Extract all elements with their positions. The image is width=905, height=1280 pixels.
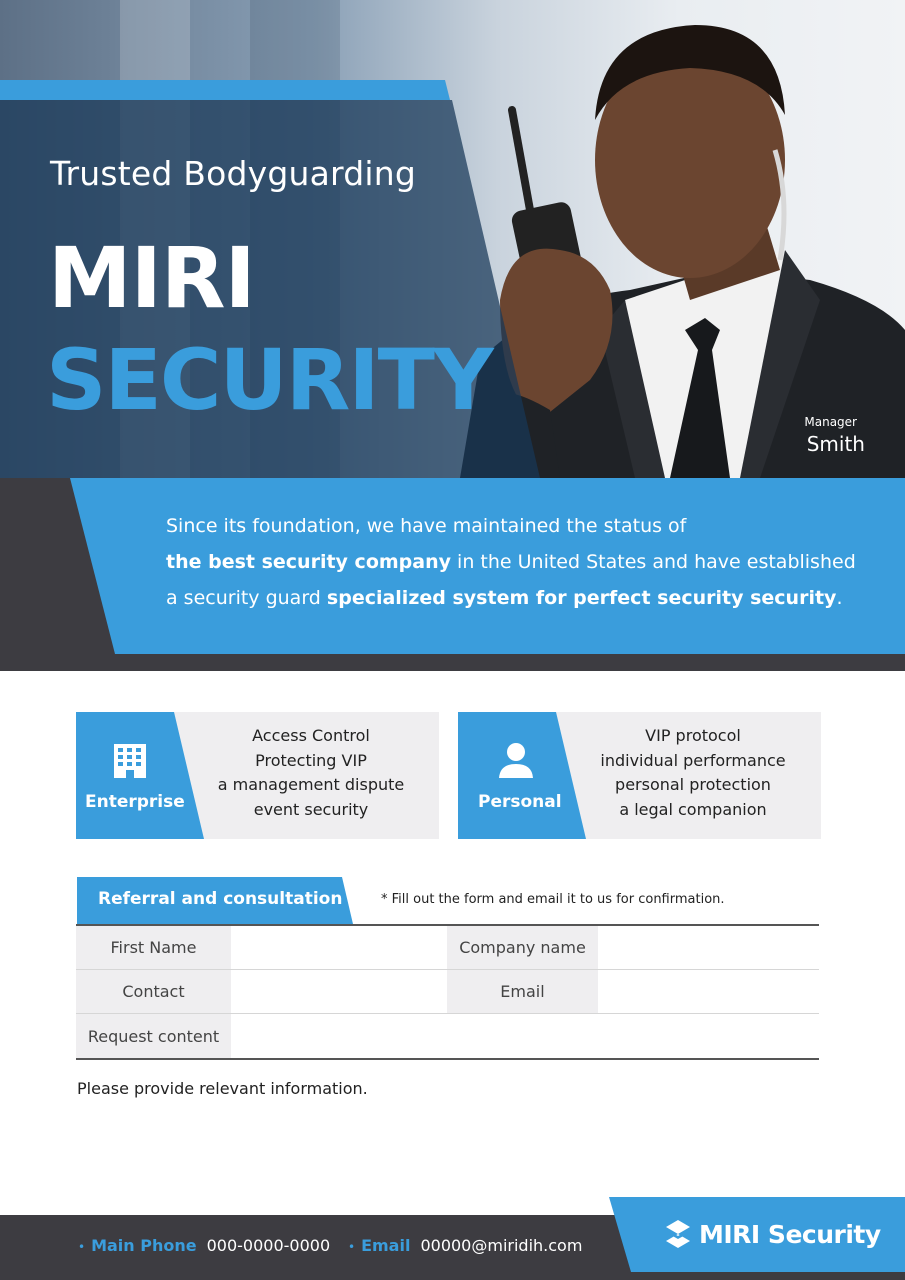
company-name-field[interactable] (598, 926, 819, 969)
intro-line-3 (166, 580, 866, 616)
footer-phone (78, 1236, 330, 1255)
company-name-label: Company name (447, 926, 598, 969)
building-icon (110, 740, 150, 780)
form-row (76, 970, 819, 1014)
intro-line-3-end: . (836, 587, 843, 609)
manager-role: Manager (804, 415, 857, 429)
email-label: Email (361, 1236, 411, 1255)
contact-label: Contact (76, 970, 231, 1013)
request-content-label: Request content (76, 1014, 231, 1058)
form-note: * Fill out the form and email it to us for confirmation. (381, 892, 725, 907)
accent-strip (0, 80, 450, 100)
service-items (593, 724, 793, 822)
service-item: Access Control (252, 726, 370, 745)
intro-text (166, 508, 866, 616)
service-item: personal protection (615, 775, 771, 794)
title-line-1: MIRI (48, 229, 255, 327)
service-item: event security (253, 799, 369, 819)
intro-line-1: Since its foundation, we have maintained the status of (166, 515, 687, 537)
shield-logo-icon (665, 1219, 691, 1249)
service-items (211, 724, 411, 822)
form-row (76, 1014, 819, 1058)
service-label: Enterprise (85, 792, 185, 812)
service-item: a legal companion (619, 799, 767, 819)
title-line-2: SECURITY (46, 331, 492, 429)
form-row (76, 926, 819, 970)
service-card-enterprise (76, 712, 439, 839)
email-label: Email (447, 970, 598, 1013)
person-icon (496, 740, 536, 780)
form-footer-text: Please provide relevant information. (77, 1079, 368, 1098)
bullet-icon: • (348, 1240, 356, 1254)
footer-email (348, 1236, 582, 1255)
phone-value: 000-0000-0000 (206, 1236, 331, 1255)
hero-banner (0, 0, 905, 478)
service-label: Personal (478, 792, 562, 812)
manager-name: Smith (806, 432, 865, 456)
service-item: individual performance (600, 750, 786, 770)
service-card-personal (458, 712, 821, 839)
service-item: a management dispute (217, 775, 405, 794)
brand-logo (665, 1219, 881, 1249)
intro-highlight-2: specialized system for perfect security security (326, 587, 837, 609)
intro-line-2 (166, 544, 866, 580)
service-item: Protecting VIP (255, 750, 367, 770)
service-item: VIP protocol (645, 726, 741, 745)
intro-highlight-1: the best security company (166, 551, 451, 573)
tagline: Trusted Bodyguarding (50, 154, 417, 193)
phone-label: Main Phone (91, 1236, 197, 1255)
brand-name: MIRI Security (699, 1219, 881, 1249)
contact-field[interactable] (231, 970, 447, 1013)
first-name-field[interactable] (231, 926, 447, 969)
email-value: 00000@miridih.com (420, 1236, 583, 1255)
referral-form (76, 924, 819, 1060)
first-name-label: First Name (76, 926, 231, 969)
intro-line-2-rest: in the United States and have established (451, 551, 856, 573)
bullet-icon: • (78, 1240, 86, 1254)
email-field[interactable] (598, 970, 819, 1013)
request-content-field[interactable] (231, 1014, 819, 1058)
intro-line-3-start: a security guard (166, 587, 327, 609)
form-title: Referral and consultation (98, 889, 343, 909)
